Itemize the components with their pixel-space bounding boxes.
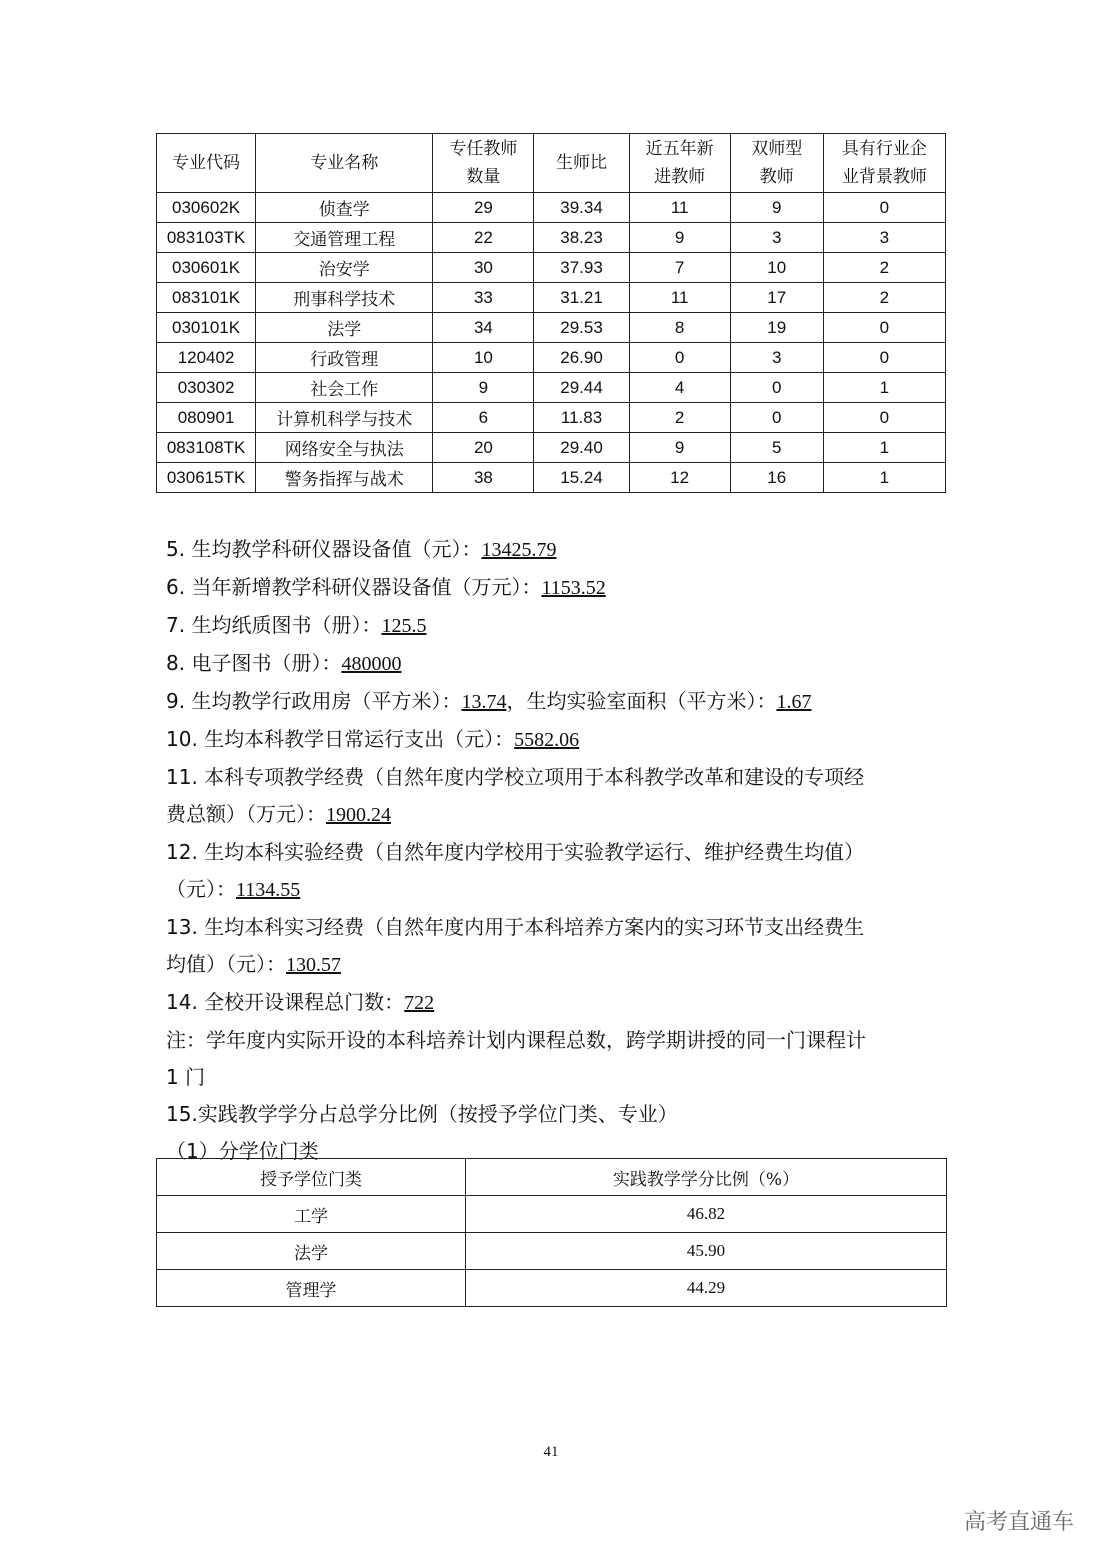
major-name-cell: 治安学	[256, 253, 433, 283]
item-8-value: 480000	[341, 653, 402, 675]
item-13-cont: 均值）（元）：130.57	[166, 952, 341, 976]
value-cell: 0	[823, 313, 945, 343]
value-cell: 2	[823, 283, 945, 313]
value-cell: 19	[730, 313, 823, 343]
value-cell: 37.93	[534, 253, 629, 283]
table-row	[157, 193, 946, 223]
major-code-cell: 030101K	[157, 313, 256, 343]
item-9-value-b: 1.67	[776, 691, 812, 713]
major-name-cell: 侦查学	[256, 193, 433, 223]
item-12: 12. 生均本科实验经费（自然年度内学校用于实验教学运行、维护经费生均值）	[166, 840, 865, 864]
table-header-row	[157, 1159, 947, 1196]
header-student-teacher-ratio: 生师比	[534, 134, 629, 193]
value-cell: 9	[730, 193, 823, 223]
header-major-name: 专业名称	[256, 134, 433, 193]
value-cell: 0	[823, 193, 945, 223]
table-row	[157, 223, 946, 253]
header-fulltime-teachers: 专任教师 数量	[433, 134, 534, 193]
item-14: 14. 全校开设课程总门数：722	[166, 990, 435, 1014]
item-11-value: 1900.24	[326, 804, 391, 826]
value-cell: 30	[433, 253, 534, 283]
value-cell: 39.34	[534, 193, 629, 223]
value-cell: 3	[730, 343, 823, 373]
table-row	[157, 313, 946, 343]
value-cell: 4	[629, 373, 730, 403]
table-row	[157, 283, 946, 313]
major-name-cell: 行政管理	[256, 343, 433, 373]
value-cell: 33	[433, 283, 534, 313]
note-cont: 1 门	[166, 1065, 206, 1089]
item-7: 7. 生均纸质图书（册）：125.5	[166, 613, 427, 637]
watermark: 高考直通车	[963, 1510, 1074, 1535]
item-10-value: 5582.06	[514, 729, 580, 751]
value-cell: 26.90	[534, 343, 629, 373]
item-6: 6. 当年新增教学科研仪器设备值（万元）：1153.52	[166, 575, 606, 599]
item-7-value: 125.5	[381, 615, 427, 637]
table-row	[157, 253, 946, 283]
item-5-value: 13425.79	[481, 539, 557, 561]
table-row	[157, 433, 946, 463]
value-cell: 10	[433, 343, 534, 373]
table-row	[157, 1233, 947, 1270]
value-cell: 11	[629, 283, 730, 313]
value-cell: 0	[823, 343, 945, 373]
value-cell: 15.24	[534, 463, 629, 493]
major-code-cell: 030302	[157, 373, 256, 403]
item-11: 11. 本科专项教学经费（自然年度内学校立项用于本科教学改革和建设的专项经	[166, 765, 865, 789]
value-cell: 16	[730, 463, 823, 493]
value-cell: 31.21	[534, 283, 629, 313]
item-8: 8. 电子图书（册）：480000	[166, 651, 402, 675]
value-cell: 3	[823, 223, 945, 253]
table-header-row	[157, 134, 946, 193]
item-9: 9. 生均教学行政用房（平方米）：13.74，生均实验室面积（平方米）：1.67	[166, 689, 812, 713]
value-cell: 2	[823, 253, 945, 283]
header-practice-ratio: 实践教学学分比例（%）	[466, 1159, 947, 1196]
page-number: 41	[543, 1444, 559, 1460]
value-cell: 29	[433, 193, 534, 223]
major-code-cell: 030602K	[157, 193, 256, 223]
indicator-list	[166, 531, 946, 1170]
value-cell: 2	[629, 403, 730, 433]
item-11-cont: 费总额）（万元）：1900.24	[166, 802, 391, 826]
major-code-cell: 030601K	[157, 253, 256, 283]
item-12-cont: （元）：1134.55	[166, 877, 301, 901]
value-cell: 17	[730, 283, 823, 313]
major-name-cell: 警务指挥与战术	[256, 463, 433, 493]
major-code-cell: 030615TK	[157, 463, 256, 493]
major-name-cell: 刑事科学技术	[256, 283, 433, 313]
item-10: 10. 生均本科教学日常运行支出（元）：5582.06	[166, 727, 580, 751]
value-cell: 11	[629, 193, 730, 223]
major-code-cell: 083101K	[157, 283, 256, 313]
item-15-subheading: （1）分学位门类	[166, 1139, 319, 1163]
value-cell: 0	[730, 403, 823, 433]
major-name-cell: 网络安全与执法	[256, 433, 433, 463]
value-cell: 11.83	[534, 403, 629, 433]
value-cell: 9	[629, 223, 730, 253]
value-cell: 7	[629, 253, 730, 283]
major-name-cell: 计算机科学与技术	[256, 403, 433, 433]
value-cell: 5	[730, 433, 823, 463]
value-cell: 38	[433, 463, 534, 493]
ratio-cell: 44.29	[466, 1270, 947, 1307]
major-code-cell: 120402	[157, 343, 256, 373]
value-cell: 6	[433, 403, 534, 433]
value-cell: 0	[823, 403, 945, 433]
item-5: 5. 生均教学科研仪器设备值（元）：13425.79	[166, 537, 557, 561]
table-row	[157, 1196, 947, 1233]
major-code-cell: 083108TK	[157, 433, 256, 463]
degree-category-cell: 法学	[157, 1233, 466, 1270]
table-row	[157, 403, 946, 433]
value-cell: 3	[730, 223, 823, 253]
table-row	[157, 373, 946, 403]
major-name-cell: 法学	[256, 313, 433, 343]
value-cell: 10	[730, 253, 823, 283]
value-cell: 9	[433, 373, 534, 403]
header-industry-teachers: 具有行业企 业背景教师	[823, 134, 945, 193]
major-code-cell: 083103TK	[157, 223, 256, 253]
value-cell: 1	[823, 463, 945, 493]
value-cell: 34	[433, 313, 534, 343]
table-row	[157, 343, 946, 373]
item-6-value: 1153.52	[541, 577, 606, 599]
value-cell: 9	[629, 433, 730, 463]
item-12-value: 1134.55	[236, 879, 301, 901]
table-row	[157, 1270, 947, 1307]
item-13-value: 130.57	[286, 954, 341, 976]
major-name-cell: 交通管理工程	[256, 223, 433, 253]
value-cell: 20	[433, 433, 534, 463]
degree-category-cell: 工学	[157, 1196, 466, 1233]
degree-category-cell: 管理学	[157, 1270, 466, 1307]
header-new-teachers: 近五年新 进教师	[629, 134, 730, 193]
value-cell: 12	[629, 463, 730, 493]
practice-credit-table	[156, 1158, 947, 1307]
header-degree-category: 授予学位门类	[157, 1159, 466, 1196]
value-cell: 0	[730, 373, 823, 403]
value-cell: 0	[629, 343, 730, 373]
major-name-cell: 社会工作	[256, 373, 433, 403]
major-code-cell: 080901	[157, 403, 256, 433]
item-13: 13. 生均本科实习经费（自然年度内用于本科培养方案内的实习环节支出经费生	[166, 915, 865, 939]
teacher-stats-table	[156, 133, 946, 493]
item-14-value: 722	[404, 992, 435, 1014]
table-row	[157, 463, 946, 493]
header-dual-teachers: 双师型 教师	[730, 134, 823, 193]
value-cell: 22	[433, 223, 534, 253]
value-cell: 8	[629, 313, 730, 343]
value-cell: 29.40	[534, 433, 629, 463]
ratio-cell: 45.90	[466, 1233, 947, 1270]
item-15: 15.实践教学学分占总学分比例（按授予学位门类、专业）	[166, 1102, 678, 1126]
value-cell: 1	[823, 433, 945, 463]
value-cell: 29.53	[534, 313, 629, 343]
header-major-code: 专业代码	[157, 134, 256, 193]
ratio-cell: 46.82	[466, 1196, 947, 1233]
value-cell: 38.23	[534, 223, 629, 253]
note: 注：学年度内实际开设的本科培养计划内课程总数，跨学期讲授的同一门课程计	[166, 1028, 866, 1052]
value-cell: 1	[823, 373, 945, 403]
value-cell: 29.44	[534, 373, 629, 403]
item-9-value-a: 13.74	[461, 691, 507, 713]
